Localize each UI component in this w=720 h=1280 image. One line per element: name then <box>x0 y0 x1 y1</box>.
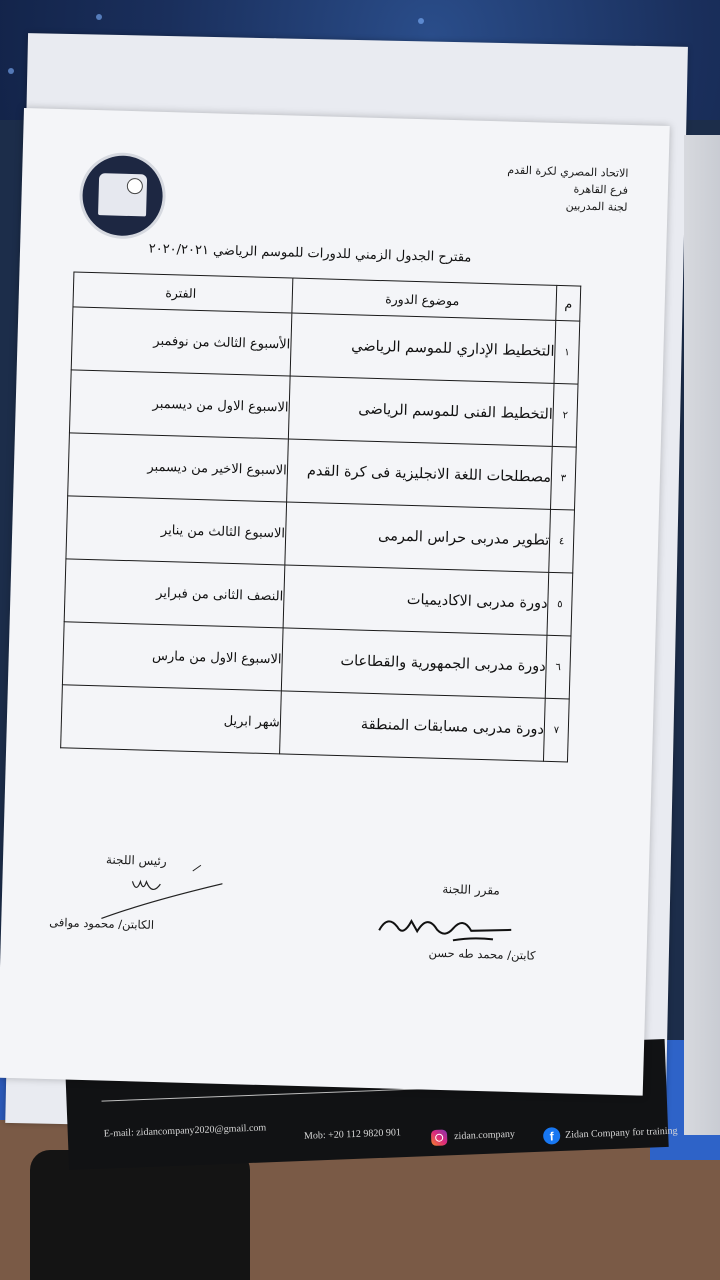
row-subject: تطوير مدربى حراس المرمى <box>285 502 551 572</box>
row-period: الاسبوع الاخير من ديسمبر <box>68 433 288 502</box>
org-branch: فرع القاهرة <box>573 182 629 197</box>
row-number: ٣ <box>551 446 577 510</box>
committee-rapporteur-name: كابتن/ محمد طه حسن <box>428 945 536 963</box>
committee-head-name: الكابتن/ محمود موافى <box>49 915 155 932</box>
background-dot <box>8 68 14 74</box>
document-page <box>0 108 670 1096</box>
row-period: النصف الثانى من فبراير <box>64 559 284 628</box>
document-title: مقترح الجدول الزمني للدورات للموسم الرياضي ٢٠٢٠/٢٠٢١ <box>148 241 472 266</box>
row-subject: دورة مدربى الجمهورية والقطاعات <box>281 628 547 698</box>
org-committee: لجنة المدربين <box>565 199 628 214</box>
row-period: الاسبوع الاول من مارس <box>62 622 282 691</box>
footer-email: E-mail: zidancompany2020@gmail.com <box>103 1122 267 1140</box>
row-subject: دورة مدربى مسابقات المنطقة <box>279 691 545 761</box>
row-subject: مصطلحات اللغة الانجليزية فى كرة القدم <box>286 439 552 509</box>
letterhead-header <box>427 159 628 216</box>
row-period: الاسبوع الاول من ديسمبر <box>69 370 289 439</box>
header-subject: موضوع الدورة <box>292 278 557 320</box>
org-name: الاتحاد المصري لكرة القدم <box>507 163 629 180</box>
row-number: ٧ <box>544 698 570 762</box>
row-period: الاسبوع الثالث من يناير <box>66 496 286 565</box>
federation-logo <box>78 152 166 240</box>
committee-rapporteur-title: مقرر اللجنة <box>442 881 501 898</box>
row-number: ٥ <box>547 572 573 636</box>
header-period: الفترة <box>73 272 293 313</box>
facebook-icon: f <box>543 1127 561 1145</box>
row-number: ١ <box>554 320 580 384</box>
course-schedule-table <box>60 271 581 762</box>
row-number: ٦ <box>545 635 571 699</box>
table-row <box>61 685 570 762</box>
row-number: ٤ <box>549 509 575 573</box>
row-subject: التخطيط الإداري للموسم الرياضي <box>290 313 556 383</box>
row-number: ٢ <box>552 383 578 447</box>
committee-head-title: رئيس اللجنة <box>105 852 167 869</box>
row-subject: التخطيط الفنى للموسم الرياضى <box>288 376 554 446</box>
row-subject: دورة مدربى الاكاديميات <box>283 565 549 635</box>
background-dot <box>418 18 424 24</box>
instagram-icon <box>431 1129 448 1146</box>
footer-instagram: zidan.company <box>453 1128 516 1143</box>
background-dark-object <box>30 1150 250 1280</box>
background-dot <box>96 14 102 20</box>
row-period: الأسبوع الثالث من نوفمبر <box>71 307 291 376</box>
footer-mobile: Mob: +20 112 9820 901 <box>303 1127 402 1142</box>
footer-facebook: Zidan Company for training <box>564 1125 678 1141</box>
row-period: شهر ابريل <box>61 685 281 754</box>
paper-stack-edge <box>684 135 720 1135</box>
header-number: م <box>556 285 581 321</box>
